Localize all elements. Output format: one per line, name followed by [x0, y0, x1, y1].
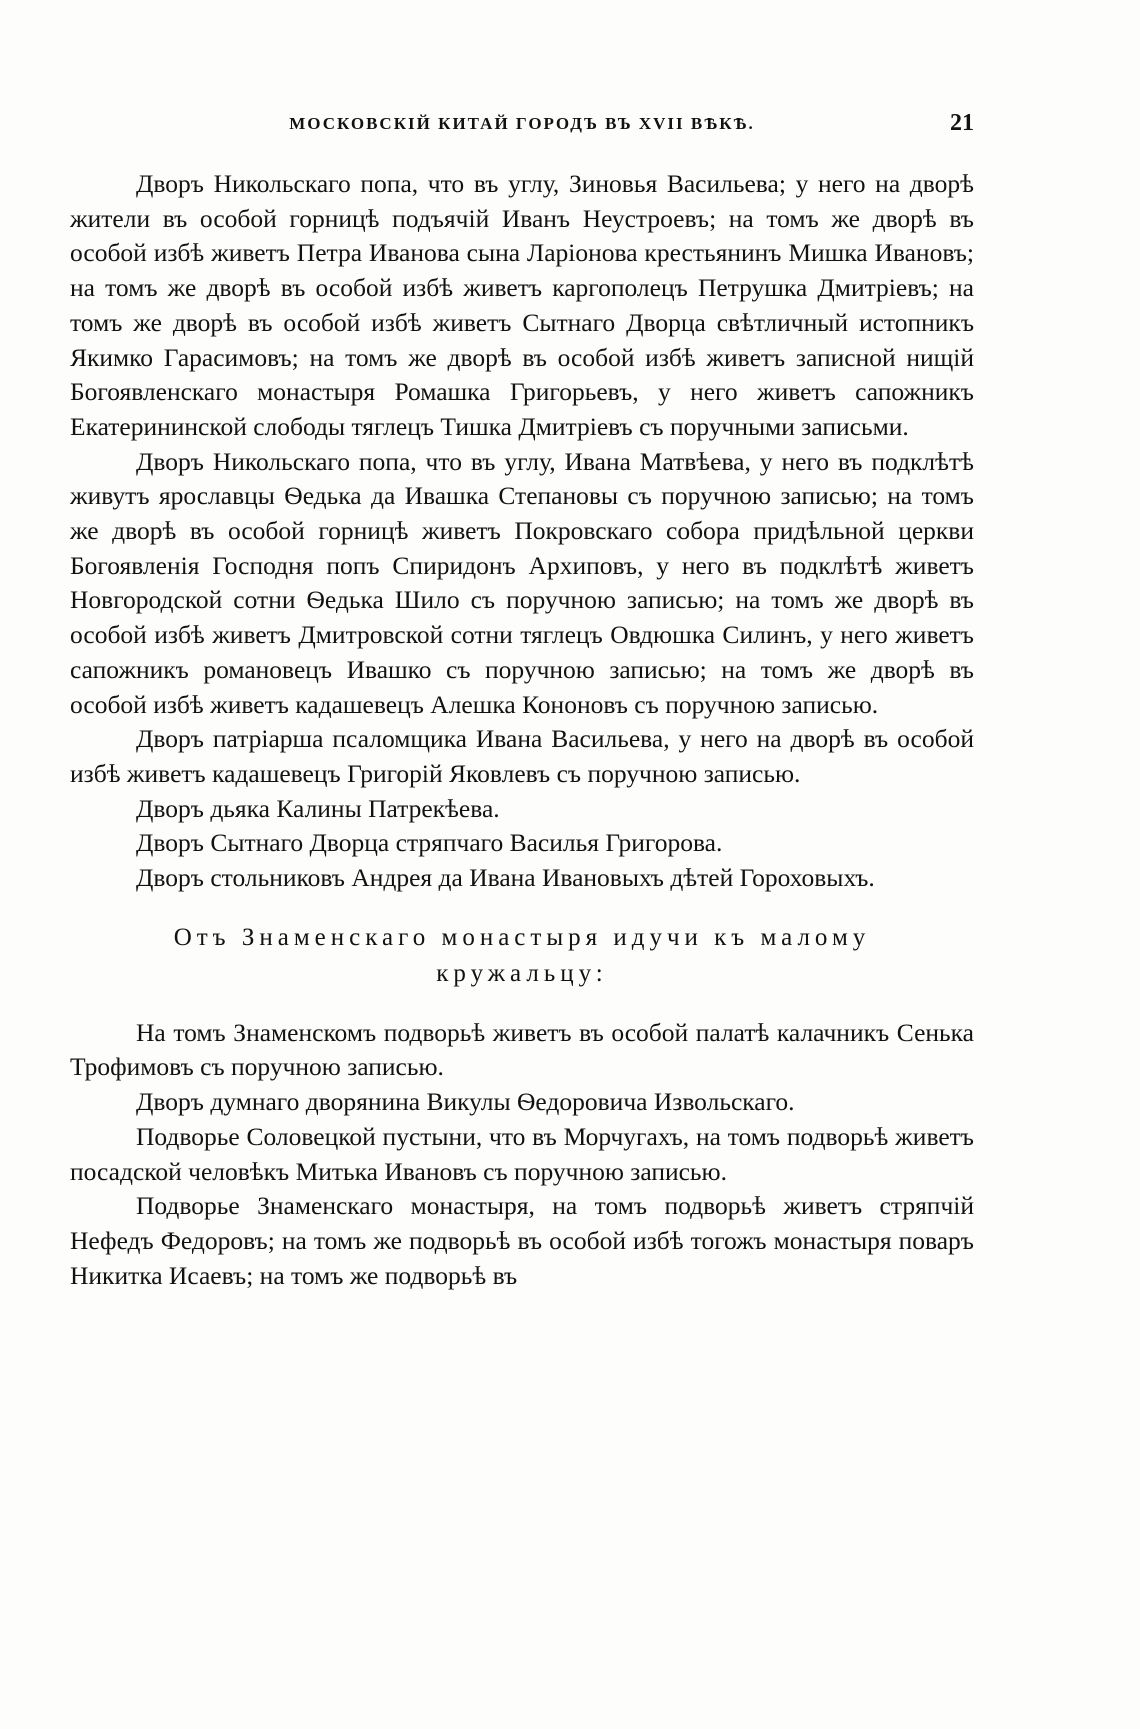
paragraph: На томъ Знаменскомъ подворьѣ живетъ въ особой палатѣ калачникъ Сенька Трофимовъ съ поручною записью.	[70, 1017, 974, 1082]
paragraph: Дворъ патріарша псаломщика Ивана Васильева, у него на дворѣ въ особой избѣ живетъ кадашевецъ Григорій Яковлевъ съ поручною записью.	[70, 724, 974, 788]
page-header	[70, 110, 974, 144]
section-heading-line: кружальцу:	[436, 959, 608, 987]
page-body	[70, 167, 974, 1293]
paragraph: Дворъ стольниковъ Андрея да Ивана Ивановыхъ дѣтей Гороховыхъ.	[136, 863, 875, 893]
running-head: МОСКОВСКІЙ КИТАЙ ГОРОДЪ ВЪ XVII ВѢКѢ.	[289, 114, 755, 133]
paragraph: Дворъ Сытнаго Дворца стряпчаго Василья Григорова.	[136, 828, 723, 858]
section-heading	[70, 920, 974, 992]
paragraph: Подворье Знаменскаго монастыря, на томъ подворьѣ живетъ стряпчій Нефедъ Федоровъ; на томъ же подворьѣ въ особой избѣ тогожъ монастыря поваръ Никитка Исаевъ; на томъ же подворьѣ въ	[70, 1191, 974, 1290]
paragraph: Дворъ думнаго дворянина Викулы Ѳедоровича Извольскаго.	[136, 1087, 795, 1117]
page-number: 21	[950, 110, 974, 136]
section-heading-line: Отъ Знаменскаго монастыря идучи къ малому	[173, 923, 871, 951]
paragraph: Дворъ дьяка Калины Патрекѣева.	[136, 793, 500, 823]
paragraph: Подворье Соловецкой пустыни, что въ Морчугахъ, на томъ подворьѣ живетъ посадской человѣкъ Митька Ивановъ съ поручною записью.	[70, 1121, 974, 1186]
paragraph: Дворъ Никольскаго попа, что въ углу, Зиновья Васильева; у него на дворѣ жители въ особой горницѣ подъячій Иванъ Неустроевъ; на томъ же дворѣ въ особой избѣ живетъ Петра Иванова сына Ларіонова крестьянинъ Мишка Ивановъ; на томъ же дворѣ въ особой избѣ живетъ каргополецъ Петрушка Дмитріевъ; на томъ же дворѣ въ особой избѣ живетъ Сытнаго Дворца свѣтличный истопникъ Якимко Гарасимовъ; на томъ же дворѣ въ особой избѣ живетъ записной нищій Богоявленскаго монастыря Ромашка Григорьевъ, у него живетъ сапожникъ Екатерининской слободы тяглецъ Тишка Дмитріевъ съ поручными записьми.	[70, 169, 974, 441]
paragraph: Дворъ Никольскаго попа, что въ углу, Ивана Матвѣева, у него въ подклѣтѣ живутъ ярославцы Ѳедька да Ивашка Степановы съ поручною записью; на томъ же дворѣ въ особой горницѣ живетъ Покровскаго собора придѣльной церкви Богоявленія Господня попъ Спиридонъ Архиповъ, у него въ подклѣтѣ живетъ Новгородской сотни Ѳедька Шило съ поручною записью; на томъ же дворѣ въ особой избѣ живетъ Дмитровской сотни тяглецъ Овдюшка Силинъ, у него живетъ сапожникъ романовецъ Ивашко съ поручною записью; на томъ же дворѣ въ особой избѣ живетъ кадашевецъ Алешка Кононовъ съ поручною записью.	[70, 446, 974, 719]
